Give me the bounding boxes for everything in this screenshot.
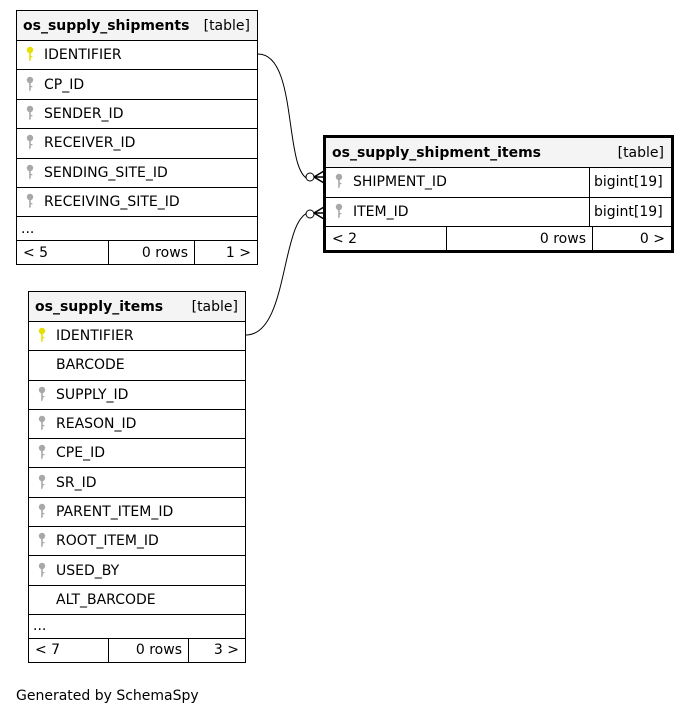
foreign-key-icon	[36, 385, 48, 405]
column-row[interactable]	[17, 188, 257, 217]
children-count[interactable]: 1 >	[225, 244, 251, 261]
column-name: ROOT_ITEM_ID	[56, 533, 159, 550]
table-name[interactable]: os_supply_shipments	[23, 17, 190, 34]
foreign-key-icon	[333, 172, 345, 192]
table-footer	[17, 241, 257, 264]
column-type: bigint[19]	[589, 168, 671, 197]
column-name: PARENT_ITEM_ID	[56, 503, 174, 520]
column-name: BARCODE	[56, 357, 125, 374]
column-name: SR_ID	[56, 474, 97, 491]
table-footer	[326, 227, 671, 250]
column-row[interactable]	[29, 351, 245, 380]
foreign-key-icon	[24, 192, 36, 212]
column-row[interactable]	[29, 381, 245, 410]
column-row[interactable]	[326, 198, 671, 228]
foreign-key-icon	[36, 473, 48, 493]
parents-count[interactable]: < 7	[29, 639, 109, 662]
table-os-supply-shipments[interactable]	[16, 10, 258, 265]
column-name: SUPPLY_ID	[56, 386, 129, 403]
column-name: REASON_ID	[56, 416, 137, 433]
parents-count[interactable]: < 2	[326, 227, 447, 250]
column-name: IDENTIFIER	[56, 328, 134, 345]
column-row[interactable]	[17, 100, 257, 129]
column-row[interactable]	[17, 70, 257, 99]
edge-shipment-to-shipment-items	[258, 54, 312, 180]
foreign-key-icon	[36, 443, 48, 463]
primary-key-icon	[24, 45, 36, 65]
row-count: 0 rows	[447, 227, 593, 250]
column-name: CP_ID	[44, 76, 85, 93]
column-name: ITEM_ID	[353, 203, 409, 220]
blank-key-slot	[36, 590, 48, 610]
column-name: RECEIVING_SITE_ID	[44, 194, 180, 211]
children-count[interactable]: 0 >	[639, 230, 665, 247]
foreign-key-icon	[36, 531, 48, 551]
primary-key-icon	[36, 326, 48, 346]
column-row[interactable]	[29, 498, 245, 527]
children-count[interactable]: 3 >	[213, 642, 239, 659]
column-row[interactable]	[29, 468, 245, 497]
foreign-key-icon	[24, 75, 36, 95]
column-row[interactable]	[29, 586, 245, 615]
row-count: 0 rows	[109, 241, 195, 264]
table-name[interactable]: os_supply_items	[35, 298, 164, 315]
edge-optional-marker	[306, 210, 314, 218]
column-name: SENDER_ID	[44, 105, 124, 122]
column-name: CPE_ID	[56, 445, 105, 462]
column-row[interactable]	[326, 168, 671, 198]
column-name: ALT_BARCODE	[56, 591, 156, 608]
column-row[interactable]	[29, 556, 245, 585]
column-name: SHIPMENT_ID	[353, 174, 447, 191]
column-name: IDENTIFIER	[44, 47, 122, 64]
column-name: RECEIVER_ID	[44, 135, 136, 152]
column-row[interactable]	[17, 159, 257, 188]
table-os-supply-shipment-items[interactable]	[323, 135, 674, 253]
foreign-key-icon	[36, 414, 48, 434]
column-row[interactable]	[29, 527, 245, 556]
parents-count[interactable]: < 5	[17, 241, 109, 264]
table-kind: [table]	[191, 298, 238, 315]
foreign-key-icon	[24, 163, 36, 183]
column-name: USED_BY	[56, 562, 120, 579]
table-name[interactable]: os_supply_shipment_items	[332, 144, 541, 161]
table-footer	[29, 639, 245, 662]
column-row[interactable]	[29, 322, 245, 351]
column-row[interactable]	[29, 439, 245, 468]
generator-credit[interactable]: Generated by SchemaSpy	[16, 688, 199, 704]
table-kind: [table]	[203, 17, 250, 34]
table-kind: [table]	[617, 144, 664, 161]
edge-optional-marker	[306, 173, 314, 181]
blank-key-slot	[36, 355, 48, 375]
table-header	[29, 292, 245, 322]
column-type: bigint[19]	[589, 198, 671, 227]
row-count: 0 rows	[109, 639, 189, 662]
column-row[interactable]	[29, 410, 245, 439]
foreign-key-icon	[333, 202, 345, 222]
foreign-key-icon	[36, 561, 48, 581]
column-name: SENDING_SITE_ID	[44, 164, 168, 181]
table-header	[17, 11, 257, 41]
more-columns[interactable]: ...	[29, 615, 245, 639]
column-row[interactable]	[17, 129, 257, 158]
foreign-key-icon	[24, 104, 36, 124]
table-os-supply-items[interactable]	[28, 291, 246, 663]
foreign-key-icon	[36, 502, 48, 522]
column-row[interactable]	[17, 41, 257, 70]
foreign-key-icon	[24, 133, 36, 153]
more-columns[interactable]: ...	[17, 217, 257, 241]
table-header	[326, 138, 671, 168]
